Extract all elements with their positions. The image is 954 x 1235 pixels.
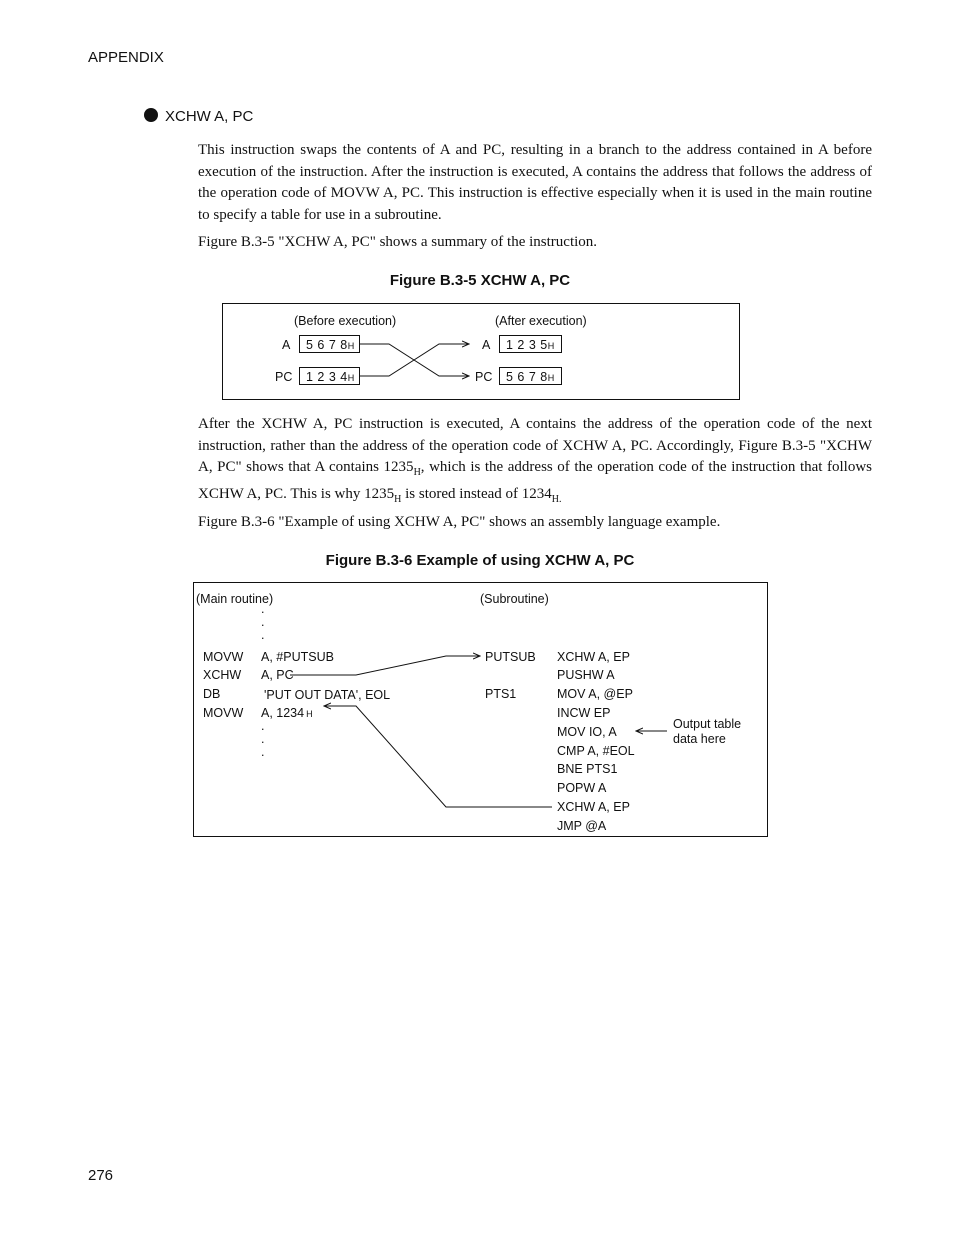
main-op: XCHW [203, 668, 242, 682]
output-note-line1: Output table [673, 717, 742, 731]
main-arg-value: A, 1234 [261, 706, 305, 720]
page-number: 276 [88, 1167, 114, 1184]
bullet-icon [144, 108, 158, 122]
sub-code-line: PUSHW A [557, 668, 615, 682]
after-a-value: 1 2 3 5 [506, 338, 548, 352]
output-note-line2: data here [673, 732, 726, 746]
before-reg-a-label: A [282, 338, 291, 352]
before-pc-value: 1 2 3 4 [306, 370, 348, 384]
main-op: MOVW [203, 706, 244, 720]
sub-label-pts1: PTS1 [485, 687, 517, 701]
sub-code-line: CMP A, #EOL [557, 744, 635, 758]
main-op: MOVW [203, 650, 244, 664]
main-arg: A, #PUTSUB [261, 650, 334, 664]
ellipsis-dot: . [261, 615, 265, 629]
paragraph-figure-ref-2: Figure B.3-6 "Example of using XCHW A, PC" shows an assembly language example. [198, 514, 721, 530]
ellipsis-dot: . [261, 745, 265, 759]
arrow-pc-to-a [360, 344, 469, 376]
hex-subscript: H. [551, 494, 562, 506]
paragraph-explanation [198, 414, 872, 511]
before-execution-label: (Before execution) [294, 314, 397, 328]
main-arg: A, PC [261, 668, 294, 682]
sub-code-line: XCHW A, EP [557, 800, 630, 814]
figure6-caption: Figure B.3-6 Example of using XCHW A, PC [325, 552, 635, 569]
arrow-call-putsub [290, 656, 480, 675]
sub-code-line: XCHW A, EP [557, 650, 630, 664]
flow-arrows [194, 583, 767, 836]
main-arg: 'PUT OUT DATA', EOL [264, 688, 391, 702]
sub-code-line: JMP @A [557, 819, 607, 833]
main-op: DB [203, 687, 221, 701]
figure5-box [222, 303, 740, 400]
section-title: XCHW A, PC [165, 108, 254, 125]
paragraph-explanation-part3: is stored instead of 1234 [401, 486, 552, 503]
sub-code-line: INCW EP [557, 706, 611, 720]
hex-suffix: H [547, 373, 555, 383]
hex-subscript: H [413, 467, 421, 479]
subroutine-label: (Subroutine) [480, 592, 549, 606]
sub-code-line: MOV A, @EP [557, 687, 633, 701]
before-a-value: 5 6 7 8 [306, 338, 348, 352]
after-pc-value: 5 6 7 8 [506, 370, 548, 384]
swap-arrows [223, 304, 739, 399]
sub-code-line: POPW A [557, 781, 607, 795]
sub-label-putsub: PUTSUB [485, 650, 536, 664]
paragraph-figure-ref-1: Figure B.3-5 "XCHW A, PC" shows a summary of the instruction. [198, 234, 598, 250]
running-header: APPENDIX [88, 49, 164, 66]
after-execution-label: (After execution) [495, 314, 587, 328]
hex-suffix: H [347, 341, 355, 351]
after-reg-pc-label: PC [475, 370, 493, 384]
sub-code-line: BNE PTS1 [557, 762, 618, 776]
figure6-box [193, 582, 768, 837]
before-reg-pc-label: PC [275, 370, 293, 384]
paragraph-intro: This instruction swaps the contents of A and PC, resulting in a branch to the address contained in A before execution of the instruction. After the instruction is executed, A contains the address that follows the address of the operation code of MOVW A, PC. This instruction is effective especially when it is used in the main routine to specify a table for use in a subroutine. [198, 142, 872, 224]
ellipsis-dot: . [261, 602, 265, 616]
arrow-return [324, 706, 552, 807]
sub-code-line: MOV IO, A [557, 725, 617, 739]
paragraph-explanation-part2: , which is the address of the operation code of the instruction that follows XCHW A, PC. This is why 1235 [198, 459, 873, 503]
hex-suffix: H [306, 709, 313, 719]
hex-suffix: H [547, 341, 555, 351]
ellipsis-dot: . [261, 719, 265, 733]
hex-subscript: H [394, 494, 402, 506]
hex-suffix: H [347, 373, 355, 383]
after-reg-a-label: A [482, 338, 491, 352]
ellipsis-dot: . [261, 628, 265, 642]
main-routine-label: (Main routine) [196, 592, 274, 606]
paragraph-explanation-part1: After the XCHW A, PC instruction is executed, A contains the address of the operation code of the next instruction, rather than the address of the operation code of XCHW A, PC. Accordingly, Figure B.3-5 "XCHW A, PC" shows that A contains 1235 [198, 416, 872, 476]
figure5-caption: Figure B.3-5 XCHW A, PC [389, 272, 571, 289]
ellipsis-dot: . [261, 732, 265, 746]
